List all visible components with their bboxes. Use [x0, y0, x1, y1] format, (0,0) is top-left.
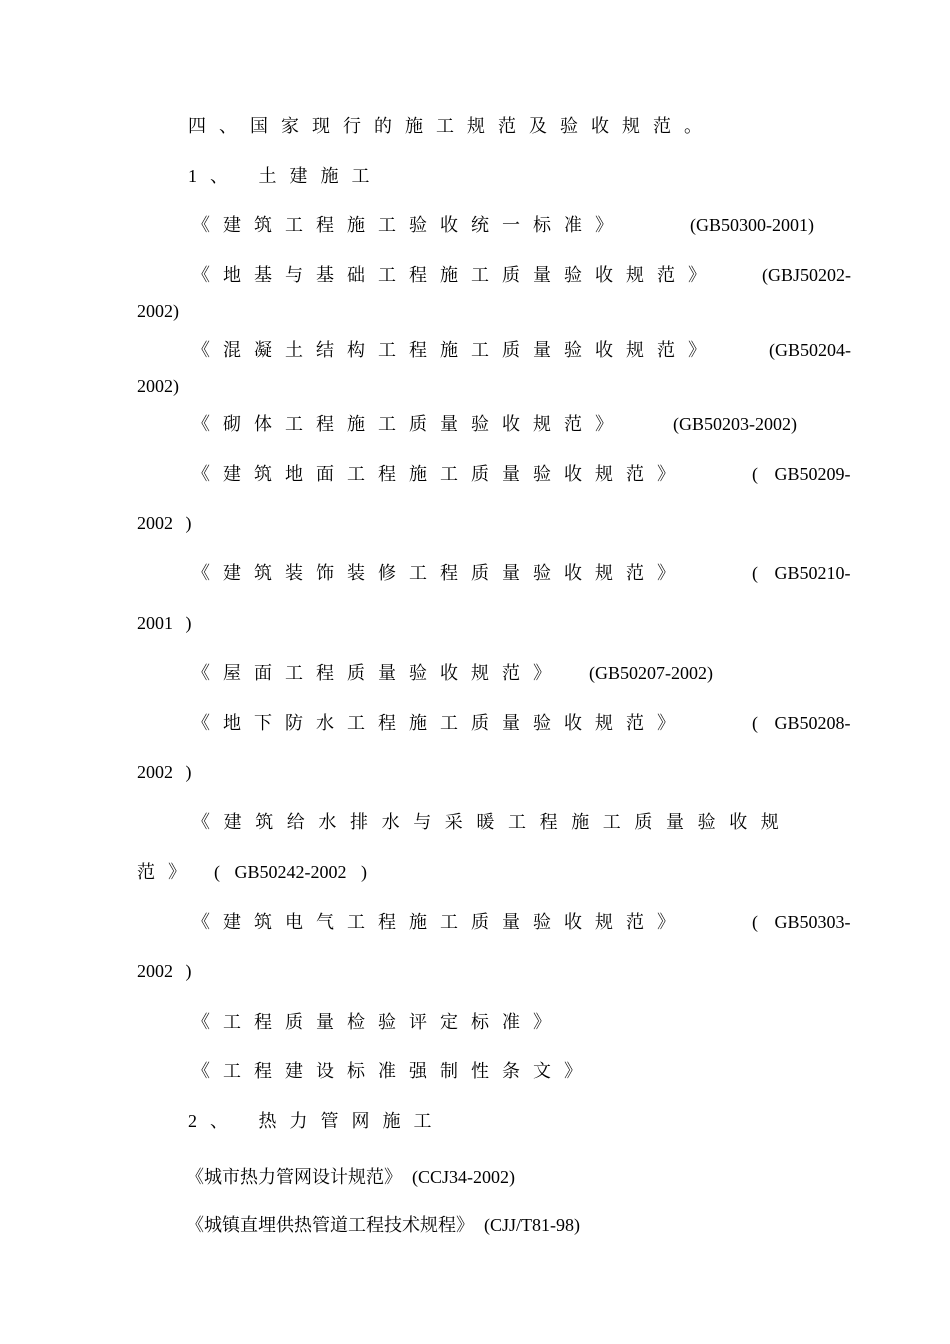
item-code: (CCJ34-2002) — [412, 1167, 515, 1187]
item-title: 《城市热力管网设计规范》 — [186, 1167, 402, 1187]
item-title: 《工程质量检验评定标准》 — [192, 1012, 564, 1032]
item-title-continuation: 范》 — [137, 862, 199, 882]
item-title: 《建筑地面工程施工质量验收规范》 — [192, 464, 688, 484]
item-code: ( GB50208- — [752, 713, 851, 733]
item-code: (GB50207-2002) — [589, 663, 713, 683]
item-code-continuation: 2001 ) — [137, 613, 192, 633]
item-code: ( GB50242-2002 ) — [214, 862, 367, 882]
item-code: (CJJ/T81-98) — [484, 1215, 580, 1235]
item-code-continuation: 2002 ) — [137, 961, 192, 981]
item-title: 《屋面工程质量验收规范》 — [192, 663, 564, 683]
item-title: 《建筑电气工程施工质量验收规范》 — [192, 912, 688, 932]
item-code-continuation: 2002 ) — [137, 513, 192, 533]
item-title: 《地下防水工程施工质量验收规范》 — [192, 713, 688, 733]
item-code: ( GB50209- — [752, 464, 851, 484]
item-title: 《建筑给水排水与采暖工程施工质量验收规 — [192, 812, 793, 832]
item-title: 《建筑工程施工验收统一标准》 — [192, 215, 626, 235]
item-code-continuation: 2002) — [137, 376, 179, 396]
item-title: 《城镇直埋供热管道工程技术规程》 — [186, 1215, 474, 1235]
sub2-heading-text: 2、 热力管网施工 — [188, 1111, 445, 1131]
section-heading-text: 四、国家现行的施工规范及验收规范。 — [188, 116, 715, 136]
item-title: 《地基与基础工程施工质量验收规范》 — [192, 265, 719, 285]
item-code-continuation: 2002) — [137, 301, 179, 321]
item-code-continuation: 2002 ) — [137, 762, 192, 782]
sub1-heading-text: 1、 土建施工 — [188, 166, 383, 186]
item-code: ( GB50210- — [752, 563, 851, 583]
item-code: (GB50300-2001) — [690, 215, 814, 235]
item-code: ( GB50303- — [752, 912, 851, 932]
item-code: (GBJ50202- — [762, 265, 851, 285]
item-title: 《混凝土结构工程施工质量验收规范》 — [192, 340, 719, 360]
item-code: (GB50204- — [769, 340, 851, 360]
item-title: 《建筑装饰装修工程质量验收规范》 — [192, 563, 688, 583]
item-code: (GB50203-2002) — [673, 414, 797, 434]
item-title: 《砌体工程施工质量验收规范》 — [192, 414, 626, 434]
item-title: 《工程建设标准强制性条文》 — [192, 1061, 595, 1081]
